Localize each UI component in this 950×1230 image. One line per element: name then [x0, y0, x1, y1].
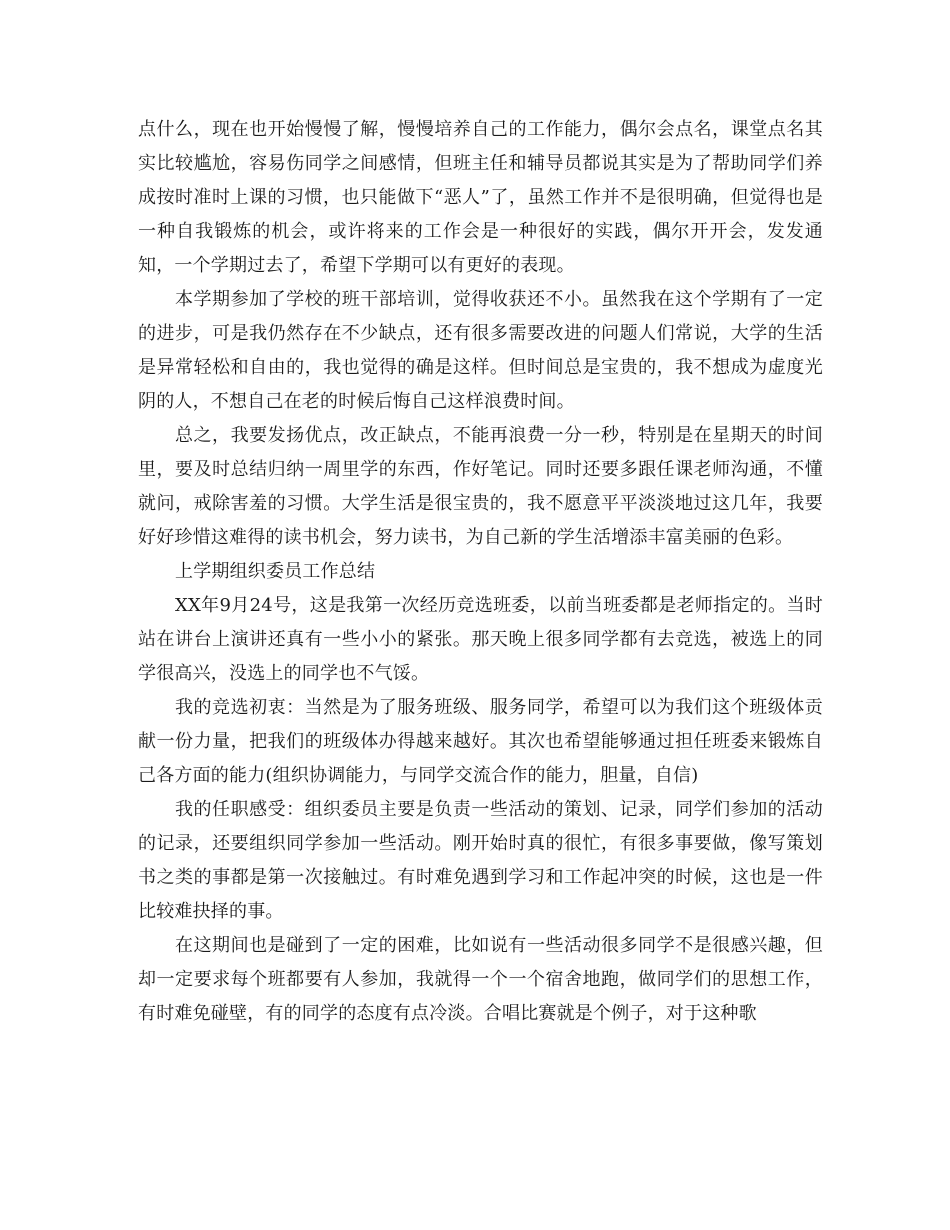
- paragraph-3: 总之，我要发扬优点，改正缺点，不能再浪费一分一秒，特别是在星期天的时间里，要及时总结归纳一周里学的东西，作好笔记。同时还要多跟任课老师沟通，不懂就问，戒除害羞的习惯。大学生活是很宝贵的，我不愿意平平淡淡地过这几年，我要好好珍惜这难得的读书机会，努力读书，为自己新的学生活增添丰富美丽的色彩。: [138, 425, 823, 548]
- paragraph-5: 我的竞选初衷：当然是为了服务班级、服务同学，希望可以为我们这个班级体贡献一份力量，把我们的班级体办得越来越好。其次也希望能够通过担任班委来锻炼自己各方面的能力(组织协调能力，与同学交流合作的能力，胆量，自信): [138, 697, 823, 786]
- paragraph-1: 点什么，现在也开始慢慢了解，慢慢培养自己的工作能力，偶尔会点名，课堂点名其实比较尴尬，容易伤同学之间感情，但班主任和辅导员都说其实是为了帮助同学们养成按时准时上课的习惯，也只能做下“恶人”了，虽然工作并不是很明确，但觉得也是一种自我锻炼的机会，或许将来的工作会是一种很好的实践，偶尔开开会，发发通知，一个学期过去了，希望下学期可以有更好的表现。: [138, 119, 823, 276]
- document-body: [138, 113, 823, 1031]
- paragraph-4: XX年9月24号，这是我第一次经历竞选班委，以前当班委都是老师指定的。当时站在讲台上演讲还真有一些小小的紧张。那天晚上很多同学都有去竞选，被选上的同学很高兴，没选上的同学也不气馁。: [138, 595, 823, 684]
- paragraph-7: 在这期间也是碰到了一定的困难，比如说有一些活动很多同学不是很感兴趣，但却一定要求每个班都要有人参加，我就得一个一个宿舍地跑，做同学们的思想工作，有时难免碰壁，有的同学的态度有点冷淡。合唱比赛就是个例子，对于这种歌: [138, 935, 823, 1024]
- paragraph-6: 我的任职感受：组织委员主要是负责一些活动的策划、记录，同学们参加的活动的记录，还要组织同学参加一些活动。刚开始时真的很忙，有很多事要做，像写策划书之类的事都是第一次接触过。有时难免遇到学习和工作起冲突的时候，这也是一件比较难抉择的事。: [138, 799, 823, 922]
- section-heading: 上学期组织委员工作总结: [175, 561, 376, 582]
- paragraph-2: 本学期参加了学校的班干部培训，觉得收获还不小。虽然我在这个学期有了一定的进步，可是我仍然存在不少缺点，还有很多需要改进的问题人们常说，大学的生活是异常轻松和自由的，我也觉得的确是这样。但时间总是宝贵的，我不想成为虚度光阴的人，不想自己在老的时候后悔自己这样浪费时间。: [138, 289, 823, 412]
